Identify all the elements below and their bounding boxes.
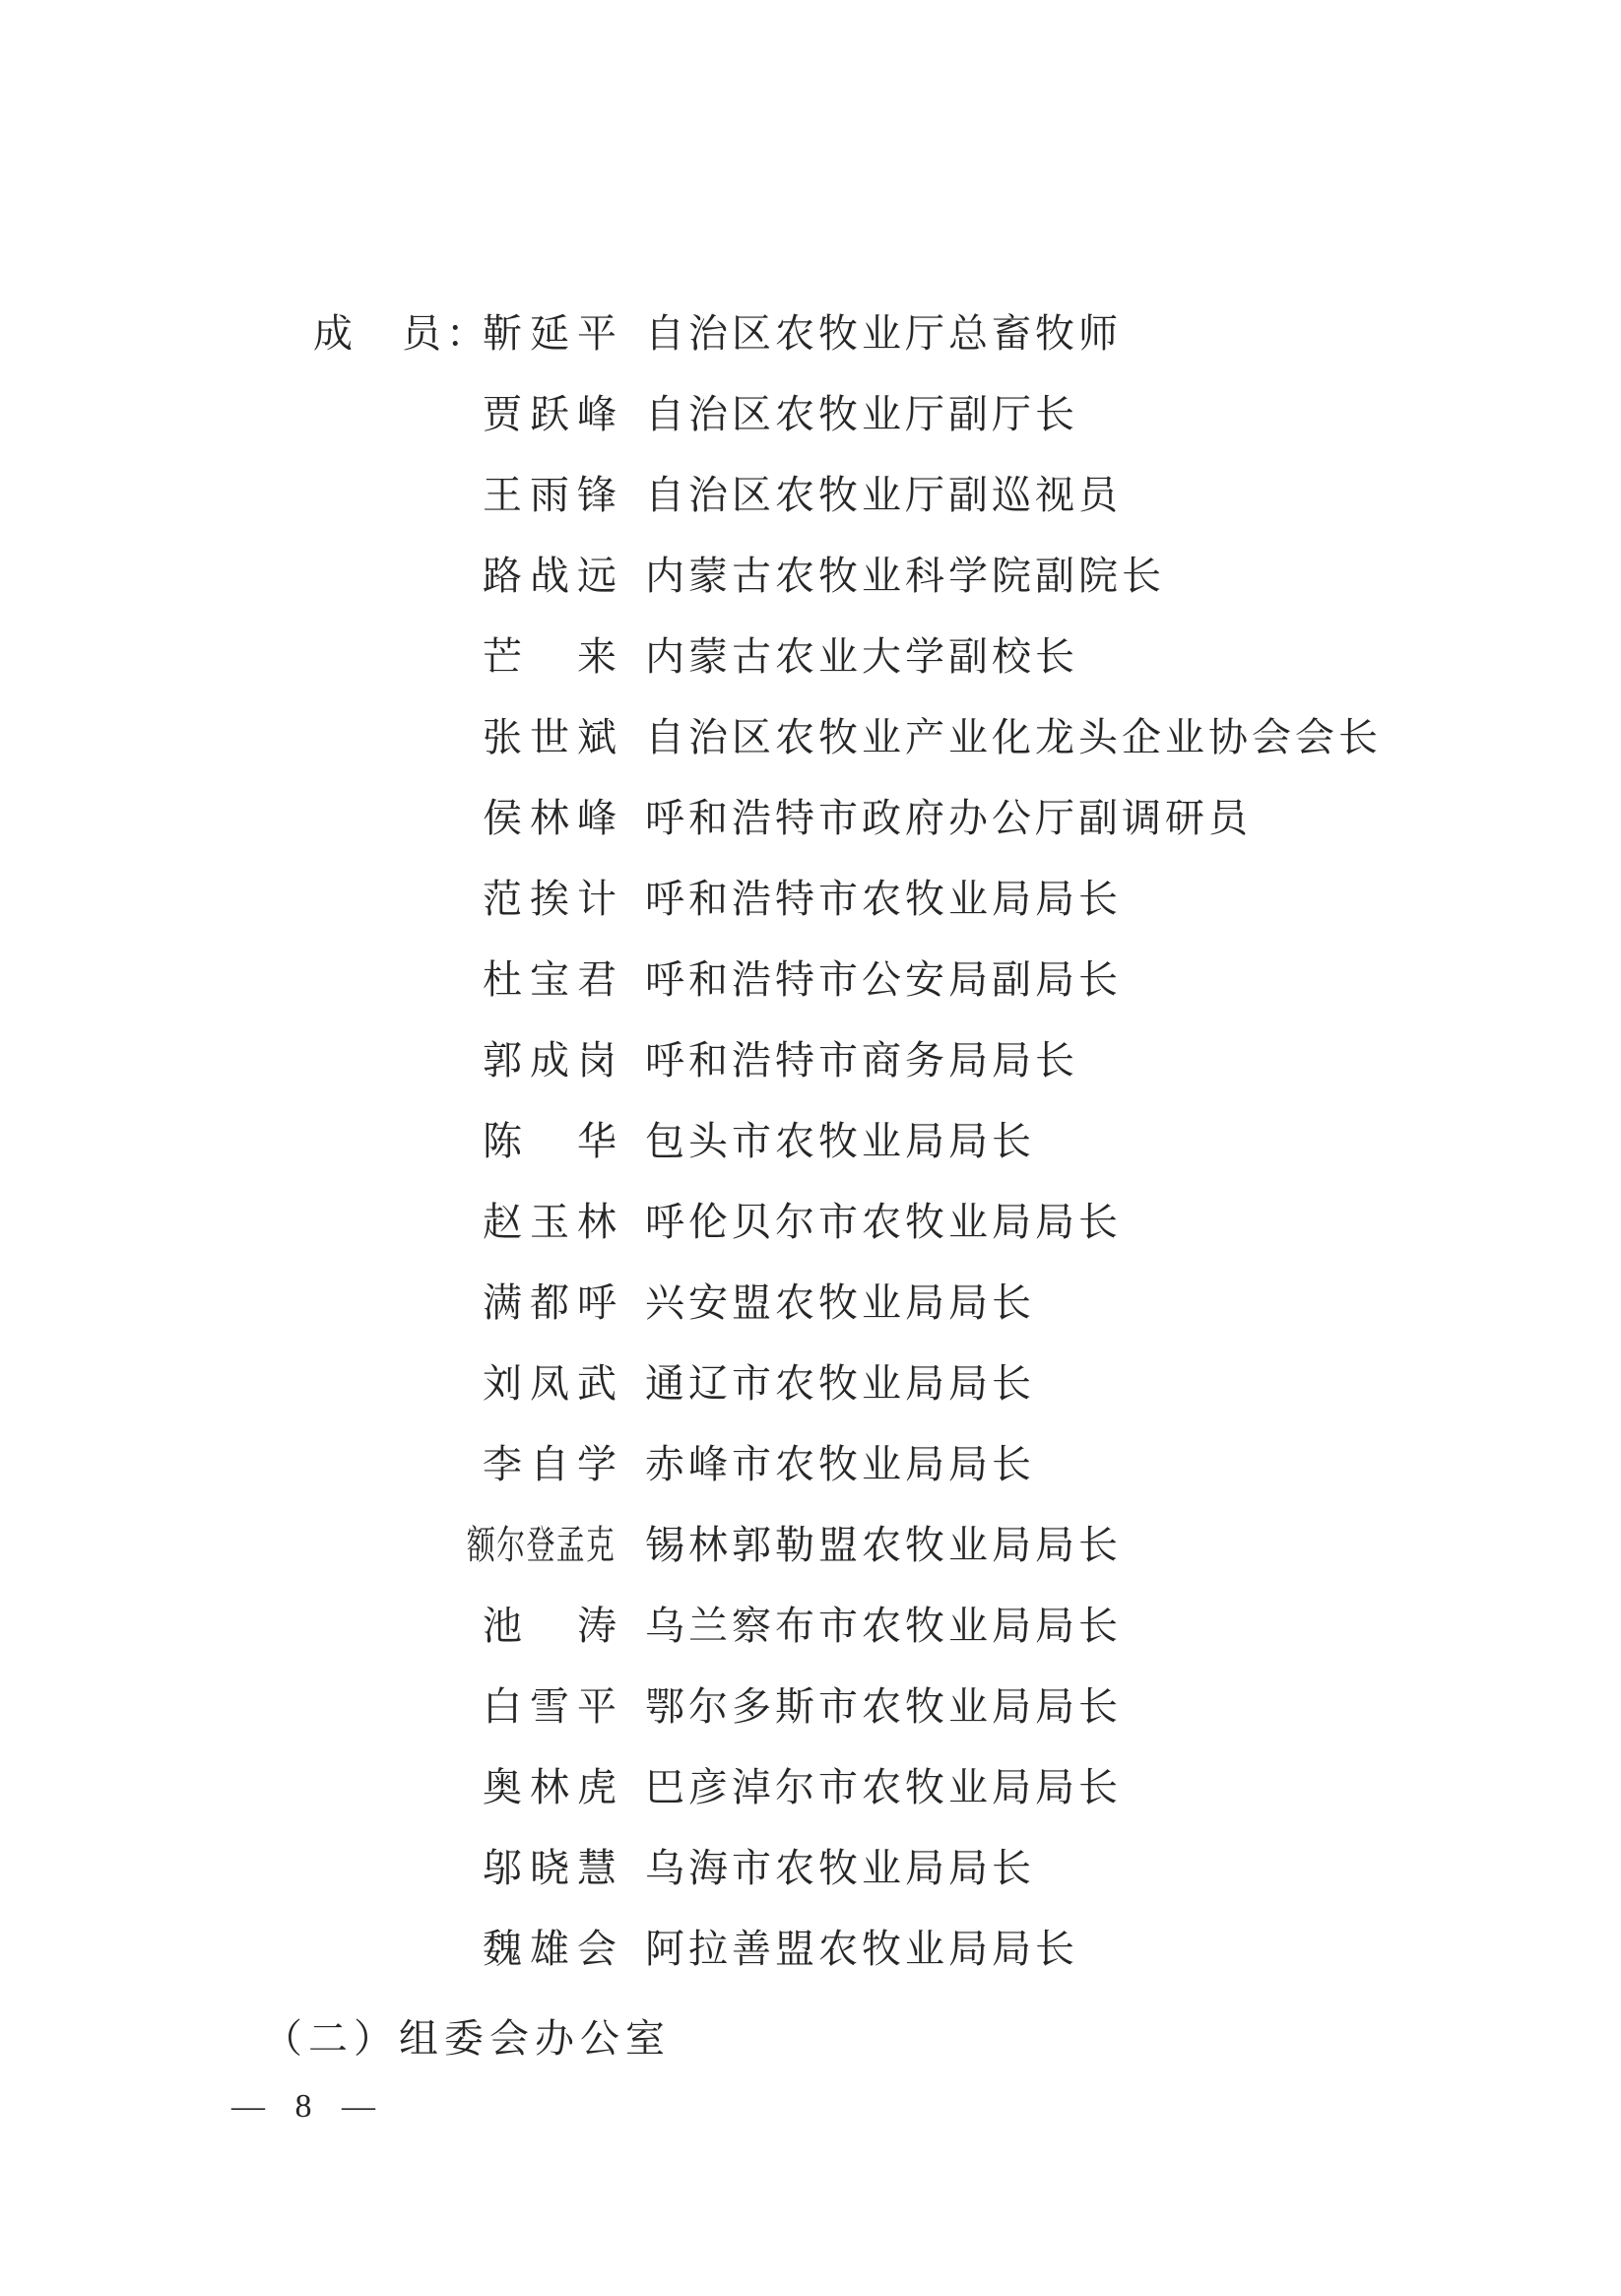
member-row <box>313 1501 1382 1582</box>
member-name: 郭成岗 <box>483 1037 624 1082</box>
page-number: — 8 — <box>231 2088 376 2125</box>
member-row <box>313 1178 1382 1259</box>
member-row <box>313 1824 1382 1905</box>
member-row <box>313 1582 1382 1663</box>
member-name: 李自学 <box>483 1441 624 1486</box>
member-title: 呼和浩特市政府办公厅副调研员 <box>645 795 1252 840</box>
member-row <box>313 532 1382 613</box>
member-name: 张世斌 <box>483 714 624 759</box>
members-label: 成 员： <box>313 310 490 356</box>
member-title: 自治区农牧业厅总畜牧师 <box>645 310 1122 356</box>
member-name: 范挨计 <box>483 876 624 921</box>
member-list <box>313 290 1382 1986</box>
member-name: 路战远 <box>483 553 624 598</box>
member-title: 通辽市农牧业局局长 <box>645 1360 1035 1406</box>
member-title: 呼和浩特市农牧业局局长 <box>645 876 1122 921</box>
member-row <box>313 370 1382 451</box>
member-row <box>313 613 1382 693</box>
member-row <box>313 1743 1382 1824</box>
member-row <box>313 936 1382 1017</box>
member-title: 阿拉善盟农牧业局局长 <box>645 1926 1078 1971</box>
member-name: 白雪平 <box>483 1683 624 1729</box>
member-title: 赤峰市农牧业局局长 <box>645 1441 1035 1486</box>
member-name: 池 涛 <box>483 1603 624 1648</box>
member-name: 靳延平 <box>483 310 624 356</box>
member-title: 自治区农牧业厅副巡视员 <box>645 472 1122 517</box>
member-row <box>313 451 1382 532</box>
member-title: 锡林郭勒盟农牧业局局长 <box>645 1522 1122 1567</box>
member-name: 赵玉林 <box>483 1199 624 1244</box>
member-row <box>313 1017 1382 1097</box>
member-row <box>313 1663 1382 1743</box>
member-name: 芒 来 <box>483 633 624 679</box>
member-title: 自治区农牧业厅副厅长 <box>645 391 1078 436</box>
member-title: 包头市农牧业局局长 <box>645 1118 1035 1163</box>
member-title: 自治区农牧业产业化龙头企业协会会长 <box>645 714 1382 759</box>
member-name: 刘凤武 <box>483 1360 624 1406</box>
member-row <box>313 1097 1382 1178</box>
member-title: 呼和浩特市公安局副局长 <box>645 956 1122 1002</box>
member-name: 杜宝君 <box>483 956 624 1002</box>
member-row <box>313 693 1382 774</box>
member-title: 呼和浩特市商务局局长 <box>645 1037 1078 1082</box>
member-name: 陈 华 <box>483 1118 624 1163</box>
member-row <box>313 290 1382 370</box>
member-row <box>313 774 1382 855</box>
member-row <box>313 855 1382 936</box>
member-name: 满都呼 <box>483 1279 624 1325</box>
member-name: 王雨锋 <box>483 472 624 517</box>
member-title: 兴安盟农牧业局局长 <box>645 1279 1035 1325</box>
member-title: 乌海市农牧业局局长 <box>645 1845 1035 1890</box>
member-title: 内蒙古农业大学副校长 <box>645 633 1078 679</box>
member-name: 侯林峰 <box>483 795 624 840</box>
member-name: 魏雄会 <box>483 1926 624 1971</box>
member-title: 巴彦淖尔市农牧业局局长 <box>645 1764 1122 1809</box>
member-row <box>313 1340 1382 1420</box>
section-heading: （二）组委会办公室 <box>263 2016 671 2061</box>
member-title: 内蒙古农牧业科学院副院长 <box>645 553 1165 598</box>
member-row <box>313 1259 1382 1340</box>
member-row <box>313 1905 1382 1986</box>
member-title: 鄂尔多斯市农牧业局局长 <box>645 1683 1122 1729</box>
member-name: 贾跃峰 <box>483 391 624 436</box>
member-title: 乌兰察布市农牧业局局长 <box>645 1603 1122 1648</box>
member-name: 邬晓慧 <box>483 1845 624 1890</box>
member-title: 呼伦贝尔市农牧业局局长 <box>645 1199 1122 1244</box>
member-name: 额尔登孟克 <box>467 1522 616 1567</box>
member-name: 奥林虎 <box>483 1764 624 1809</box>
member-row <box>313 1420 1382 1501</box>
